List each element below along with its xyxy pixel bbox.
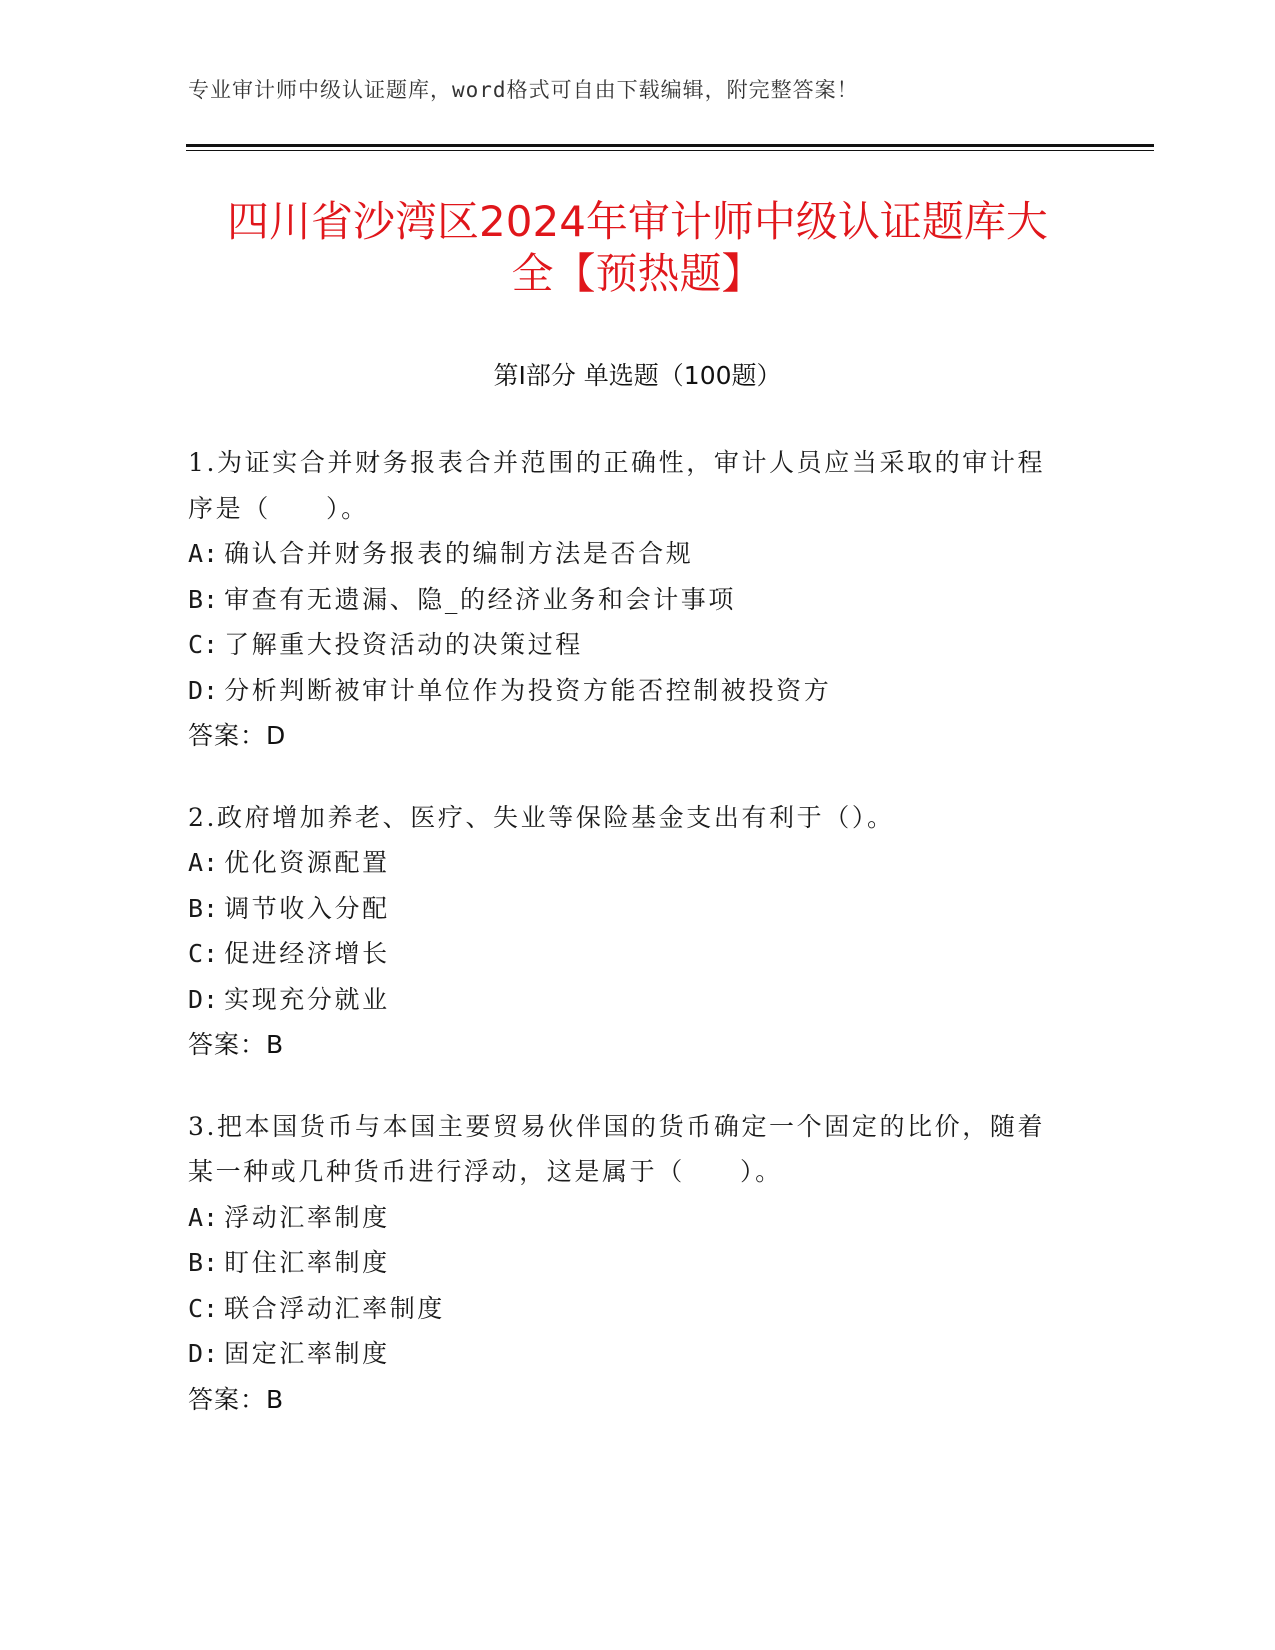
answer: 答案：B [188, 1030, 285, 1059]
option-letter: D: [188, 675, 219, 705]
option-b [188, 577, 1068, 623]
option-text: 联合浮动汇率制度 [224, 1293, 445, 1323]
option-text: 调节收入分配 [224, 893, 390, 923]
question-list [188, 440, 1068, 1458]
question-stem: 2.政府增加养老、医疗、失业等保险基金支出有利于（）。 [188, 802, 895, 832]
question-3 [188, 1104, 1068, 1423]
question-stem: 1.为证实合并财务报表合并范围的正确性，审计人员应当采取的审计程序是（ ）。 [188, 448, 1046, 523]
option-text: 浮动汇率制度 [224, 1202, 390, 1232]
option-a [188, 531, 1068, 577]
option-letter: A: [188, 848, 219, 877]
option-text: 固定汇率制度 [224, 1339, 390, 1368]
header-rule-thick [186, 144, 1154, 147]
option-d [188, 1331, 1068, 1377]
option-text: 审查有无遗漏、隐_的经济业务和会计事项 [224, 584, 737, 614]
option-text: 实现充分就业 [224, 984, 390, 1014]
option-d [188, 977, 1068, 1023]
option-text: 确认合并财务报表的编制方法是否合规 [224, 539, 694, 568]
option-text: 促进经济增长 [224, 939, 390, 968]
document-title-line1: 四川省沙湾区2024年审计师中级认证题库大 [227, 197, 1048, 246]
option-letter: B: [188, 584, 219, 614]
document-title [150, 196, 1125, 300]
option-letter: C: [188, 630, 219, 659]
header-rule-thin [186, 150, 1154, 151]
option-letter: A: [188, 539, 219, 568]
option-letter: C: [188, 939, 219, 968]
question-1 [188, 440, 1068, 759]
answer: 答案：D [188, 721, 287, 750]
option-letter: D: [188, 984, 219, 1014]
option-letter: C: [188, 1293, 219, 1323]
document-title-line2: 全【预热题】 [511, 249, 764, 298]
question-stem: 3.把本国货币与本国主要贸易伙伴国的货币确定一个固定的比价，随着某一种或几种货币进行浮动，这是属于（ ）。 [188, 1111, 1046, 1186]
option-c [188, 1286, 1068, 1332]
question-2 [188, 795, 1068, 1068]
option-b [188, 1240, 1068, 1286]
page-header: 专业审计师中级认证题库，word格式可自由下载编辑，附完整答案！ [188, 78, 859, 102]
option-text: 分析判断被审计单位作为投资方能否控制被投资方 [224, 675, 832, 705]
option-a [188, 1195, 1068, 1241]
option-letter: A: [188, 1202, 219, 1232]
option-letter: B: [188, 893, 219, 923]
option-d [188, 668, 1068, 714]
section-title: 第Ⅰ部分 单选题（100题） [493, 361, 782, 390]
option-a [188, 840, 1068, 886]
option-letter: D: [188, 1339, 219, 1368]
answer: 答案：B [188, 1384, 285, 1414]
option-text: 了解重大投资活动的决策过程 [224, 630, 583, 659]
option-text: 盯住汇率制度 [224, 1248, 390, 1277]
option-letter: B: [188, 1248, 219, 1277]
option-c [188, 931, 1068, 977]
option-c [188, 622, 1068, 668]
option-text: 优化资源配置 [224, 848, 390, 877]
option-b [188, 886, 1068, 932]
